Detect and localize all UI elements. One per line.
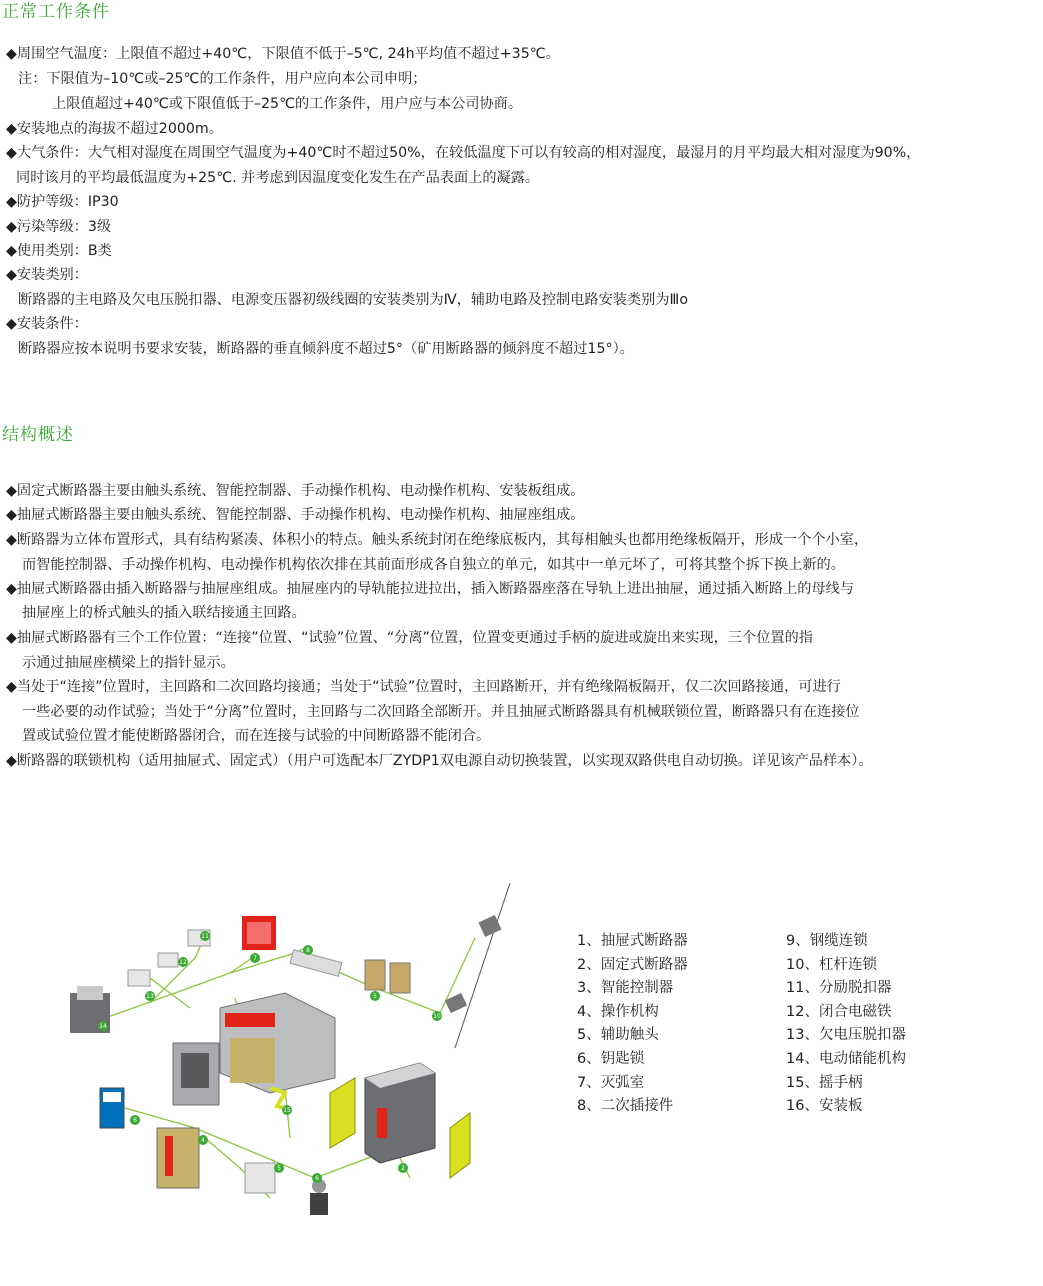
fixed-breaker-button bbox=[377, 1108, 387, 1138]
callout-6b: 6 bbox=[315, 1175, 319, 1182]
text-line: ◆抽屉式断路器有三个工作位置：“连接”位置、“试验”位置、“分离”位置，位置变更通过手柄的旋进或旋出来实现，三个位置的指 bbox=[6, 630, 813, 646]
callout-13: 13 bbox=[146, 993, 154, 1000]
legend-item: 12、闭合电磁铁 bbox=[786, 1003, 892, 1020]
callout-14: 14 bbox=[99, 1023, 107, 1030]
legend-item: 11、分励脱扣器 bbox=[786, 980, 892, 997]
text-line: 断路器应按本说明书要求安装，断路器的垂直倾斜度不超过5°（矿用断路器的倾斜度不超过15°）。 bbox=[18, 341, 634, 357]
motor-mechanism-top bbox=[77, 986, 103, 1000]
text-line: 断路器的主电路及欠电压脱扣器、电源变压器初级线圈的安装类别为Ⅳ，辅助电路及控制电路安装类别为Ⅲo bbox=[18, 292, 688, 308]
text-line: 抽屉座上的桥式触头的插入联结接通主回路。 bbox=[22, 605, 306, 621]
text-line: ◆使用类别：B类 bbox=[6, 243, 112, 259]
arc-chamber-part bbox=[225, 1013, 275, 1027]
text-line: ◆抽屉式断路器由插入断路器与抽屉座组成。抽屉座内的导轨能拉进拉出，插入断路器座落在导轨上进出抽屉，通过插入断路上的母线与 bbox=[6, 581, 854, 597]
text-line: 示通过抽屉座横梁上的指针显示。 bbox=[22, 655, 235, 671]
text-line: ◆周围空气温度：上限值不超过+40℃，下限值不低于–5℃, 24h平均值不超过+35℃。 bbox=[6, 46, 560, 62]
callout-11: 11 bbox=[201, 933, 209, 940]
legend-item: 4、操作机构 bbox=[577, 1003, 659, 1020]
section-heading-structure-overview: 结构概述 bbox=[2, 425, 74, 445]
legend-item: 8、二次插接件 bbox=[577, 1098, 674, 1115]
legend-item: 3、智能控制器 bbox=[577, 980, 674, 997]
operating-mechanism-front bbox=[230, 1038, 275, 1083]
callout-7: 7 bbox=[253, 955, 257, 962]
text-line: ◆大气条件：大气相对湿度在周围空气温度为+40℃时不超过50%，在较低温度下可以有较高的相对湿度，最湿月的月平均最大相对湿度为90%， bbox=[6, 145, 921, 161]
closing-magnet-part bbox=[158, 953, 178, 967]
aux-contact-block bbox=[245, 1163, 275, 1193]
text-line: ◆污染等级：3级 bbox=[6, 219, 112, 235]
red-shutter-detail bbox=[247, 922, 271, 944]
text-line: ◆安装条件： bbox=[6, 316, 88, 332]
legend-item: 10、杠杆连锁 bbox=[786, 956, 877, 973]
legend-item: 13、欠电压脱扣器 bbox=[786, 1027, 906, 1044]
legend-item: 2、固定式断路器 bbox=[577, 956, 688, 973]
breaker-exploded-diagram bbox=[55, 878, 525, 1278]
callout-4: 4 bbox=[201, 1137, 205, 1144]
text-line: 一些必要的动作试验；当处于“分离”位置时，主回路与二次回路全部断开。并且抽屉式断路器具有机械联锁位置，断路器只有在连接位 bbox=[22, 704, 860, 720]
section-heading-working-conditions: 正常工作条件 bbox=[2, 2, 110, 22]
callout-15: 15 bbox=[283, 1107, 291, 1114]
cable-rod bbox=[455, 883, 510, 1048]
legend-item: 6、钥匙锁 bbox=[577, 1050, 645, 1067]
key-lock-label bbox=[103, 1092, 121, 1102]
legend-item: 5、辅助触头 bbox=[577, 1027, 659, 1044]
text-line: ◆断路器的联锁机构（适用抽屉式、固定式）（用户可选配本厂ZYDP1双电源自动切换装置，以实现双路供电自动切换。详见该产品样本）。 bbox=[6, 753, 873, 769]
callout-6: 6 bbox=[133, 1117, 137, 1124]
text-line: 而智能控制器、手动操作机构、电动操作机构依次排在其前面形成各自独立的单元，如其中一单元坏了，可将其整个拆下换上新的。 bbox=[22, 557, 845, 573]
legend-item: 15、摇手柄 bbox=[786, 1074, 863, 1091]
front-cover-window bbox=[181, 1053, 209, 1088]
legend-item: 14、电动储能机构 bbox=[786, 1050, 906, 1067]
secondary-connector-part bbox=[290, 950, 342, 976]
text-line: ◆安装类别： bbox=[6, 267, 88, 283]
operating-mechanism-part bbox=[157, 1128, 199, 1188]
operating-mechanism-spring bbox=[165, 1136, 173, 1176]
callout-8: 8 bbox=[306, 947, 310, 954]
text-line: 上限值超过+40℃或下限值低于–25℃的工作条件，用户应与本公司协商。 bbox=[52, 96, 523, 112]
text-line: ◆当处于“连接”位置时，主回路和二次回路均接通；当处于“试验”位置时，主回路断开，并有绝缘隔板隔开，仅二次回路接通，可进行 bbox=[6, 679, 841, 695]
mounting-plate-left bbox=[330, 1078, 355, 1148]
crank-handle-part bbox=[310, 1193, 328, 1215]
text-line: ◆抽屉式断路器主要由触头系统、智能控制器、手动操作机构、电动操作机构、抽屉座组成。 bbox=[6, 507, 585, 523]
text-line: ◆安装地点的海拔不超过2000m。 bbox=[6, 121, 223, 137]
callout-5: 5 bbox=[373, 993, 377, 1000]
text-line: 注：下限值为–10℃或–25℃的工作条件，用户应向本公司申明； bbox=[18, 71, 427, 87]
text-line: 置或试验位置才能使断路器闭合，而在连接与试验的中间断路器不能闭合。 bbox=[22, 728, 491, 744]
text-line: ◆断路器为立体布置形式，具有结构紧凑、体积小的特点。触头系统封闭在绝缘底板内，其每相触头也都用绝缘板隔开，形成一个个小室， bbox=[6, 532, 869, 548]
aux-contact-part-2 bbox=[390, 963, 410, 993]
legend-item: 7、灭弧室 bbox=[577, 1074, 645, 1091]
text-line: ◆防护等级：IP30 bbox=[6, 194, 119, 210]
undervoltage-release-part bbox=[128, 970, 150, 986]
callout-12: 12 bbox=[179, 959, 187, 966]
callout-10: 10 bbox=[433, 1013, 441, 1020]
legend-item: 1、抽屉式断路器 bbox=[577, 933, 688, 949]
mounting-plate-right bbox=[450, 1113, 470, 1178]
callout-2: 2 bbox=[401, 1165, 405, 1172]
text-line: 同时该月的平均最低温度为+25℃. 并考虑到因温度变化发生在产品表面上的凝露。 bbox=[16, 170, 540, 186]
legend-item: 16、安装板 bbox=[786, 1098, 863, 1115]
legend-left-column bbox=[577, 930, 688, 1119]
legend-right-column bbox=[786, 930, 906, 1119]
aux-contact-part bbox=[365, 960, 385, 990]
text-line: ◆固定式断路器主要由触头系统、智能控制器、手动操作机构、电动操作机构、安装板组成。 bbox=[6, 483, 585, 499]
legend-item: 9、钢缆连锁 bbox=[786, 933, 868, 949]
callout-5b: 5 bbox=[277, 1165, 281, 1172]
